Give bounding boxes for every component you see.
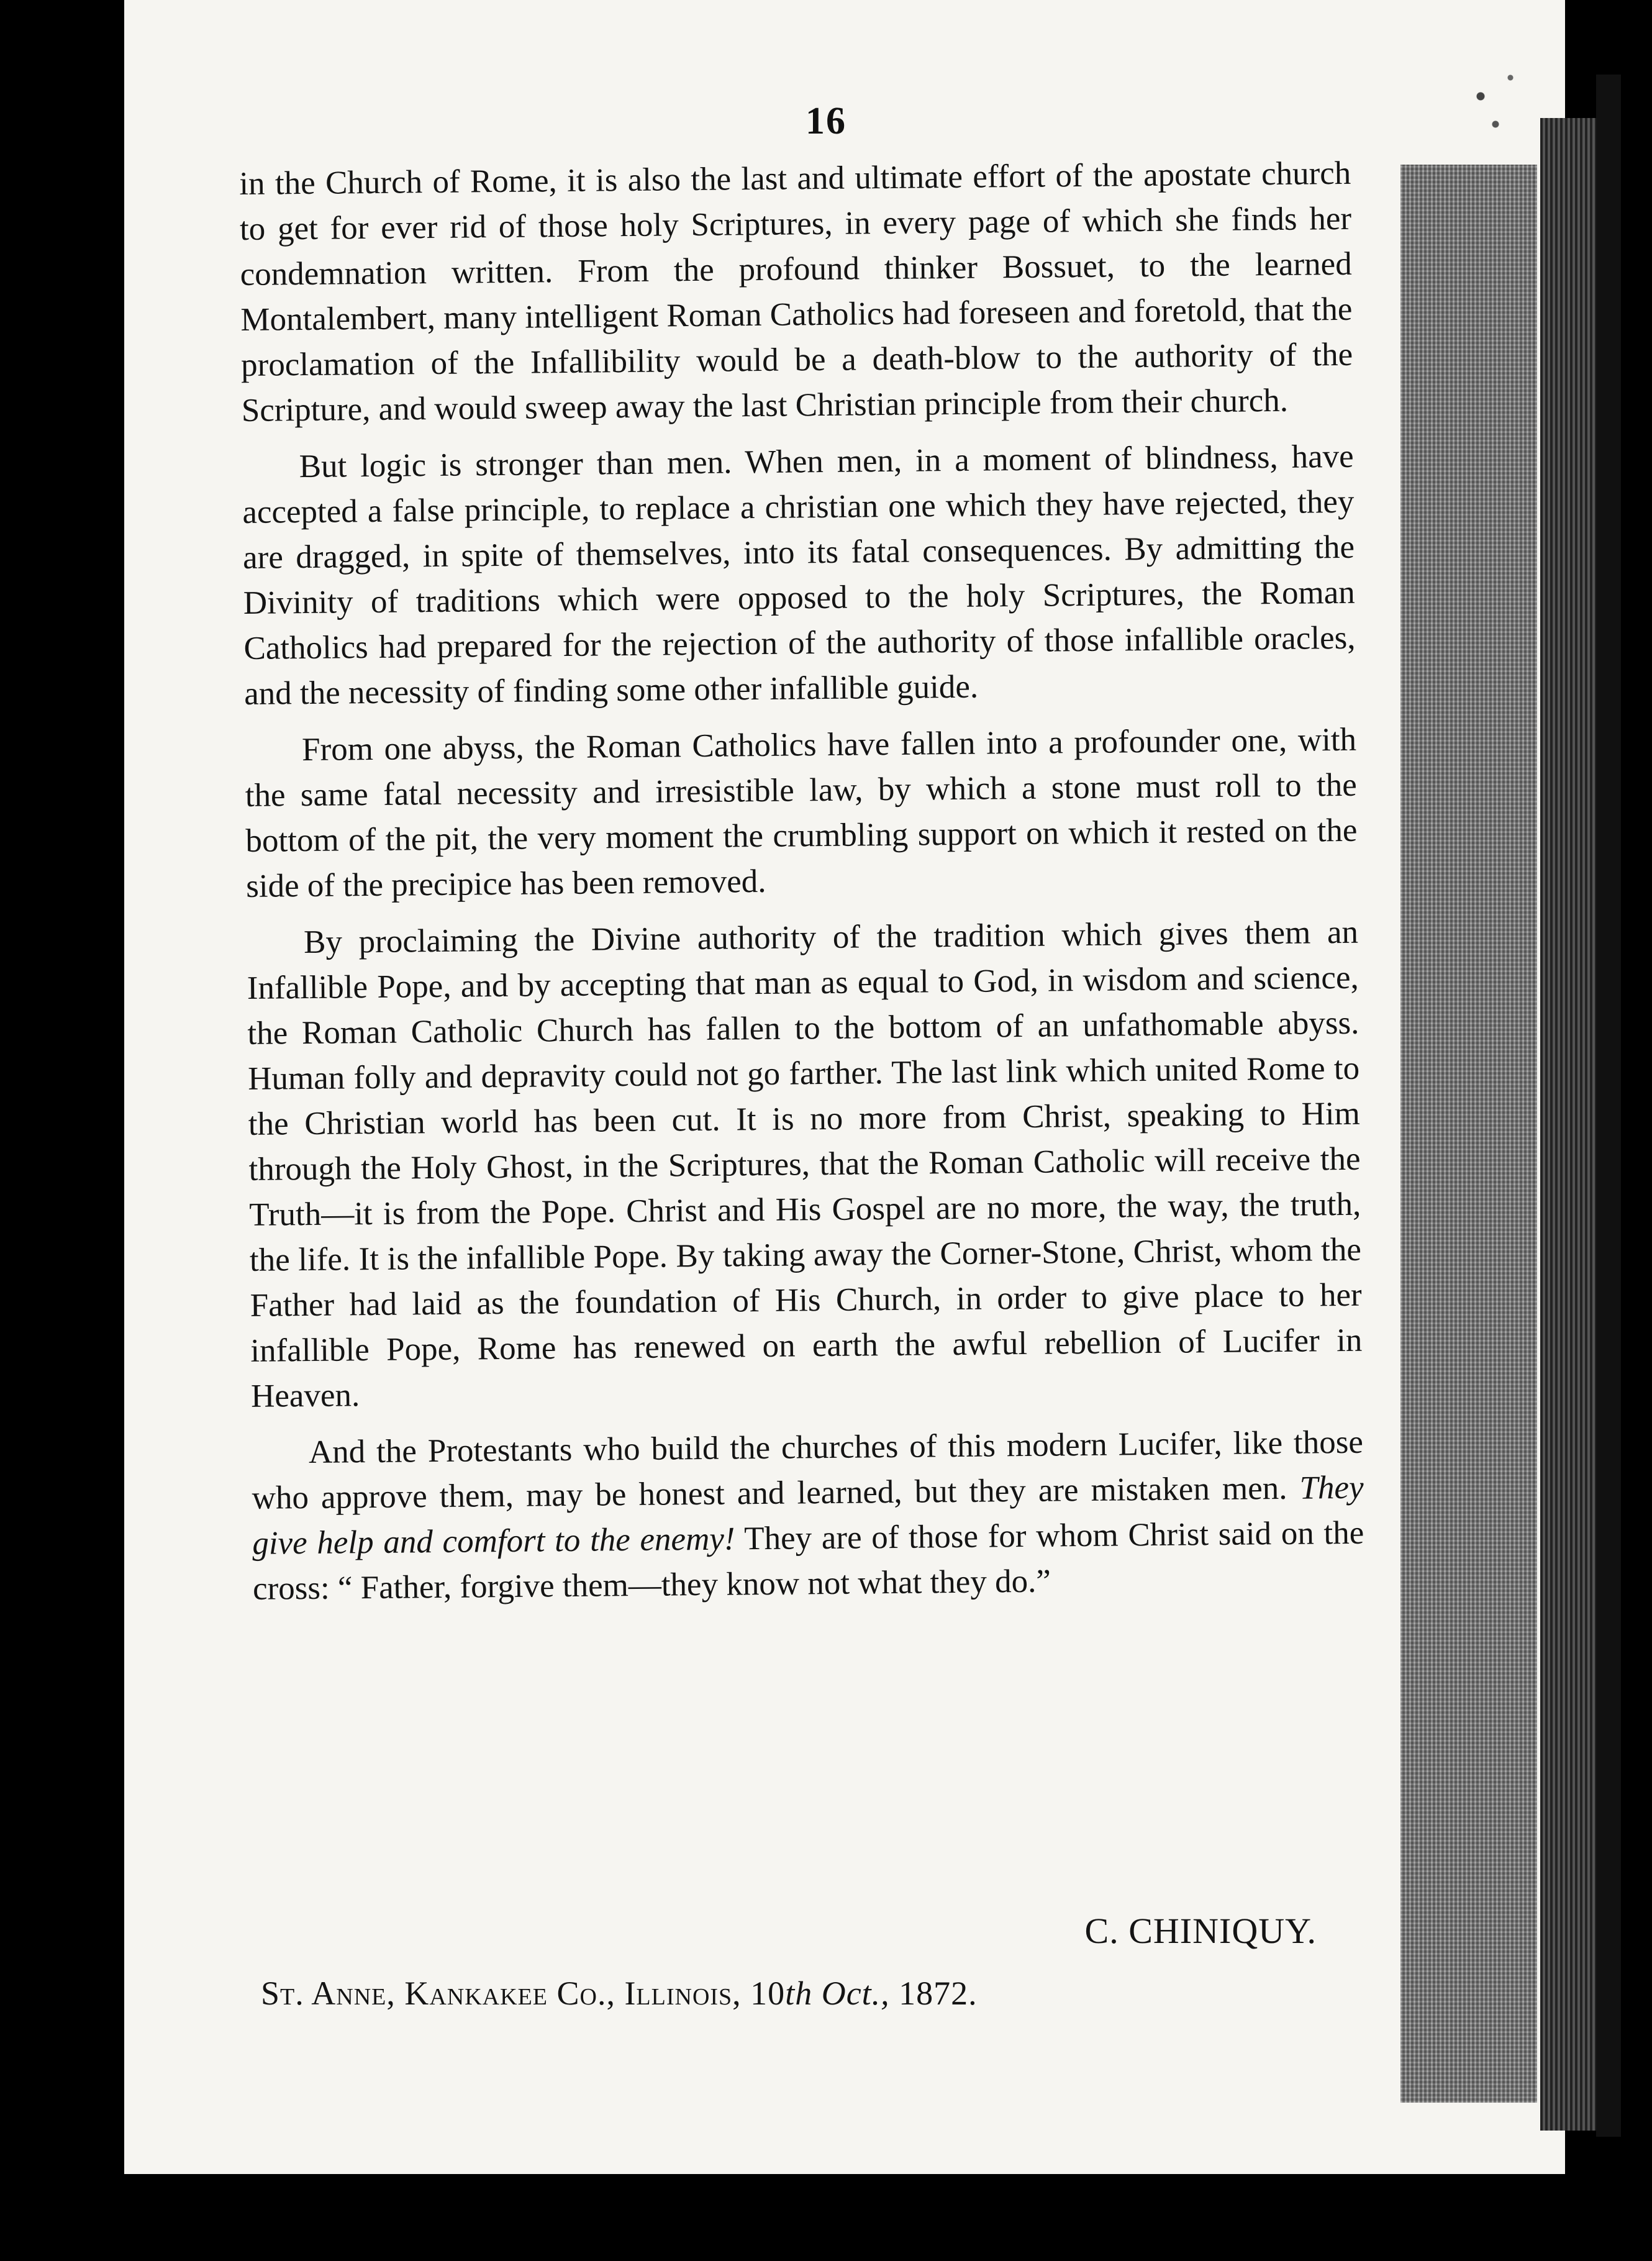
paragraph-5-italic: They give help and comfort to the enemy! [252,1469,1364,1562]
paragraph-4: By proclaiming the Divine authority of the tradition which gives them an Infallible Pope, and by accepting that man as equal to God, in wisdom and science, the Roman Catholic Church has fallen to the bottom of an unfathomable abyss. Human folly and depravity could not go farther. The last link which united Rome to the Christian world has been cut. It is no more from Christ, speaking to Him through the Holy Ghost, in the Scriptures, that the Roman Catholic will receive the Truth—it is from the Pope. Christ and His Gospel are no more, the way, the truth, the life. It is the infallible Pope. By taking away the Corner-Stone, Christ, whom the Father had laid as the foundation of His Church, in order to give place to her infallible Pope, Rome has renewed on earth the awful rebellion of Lucifer in Heaven. [247,914,1363,1414]
body-text [239,151,1365,1623]
binding-edge [1540,118,1596,2131]
dateline-place: St. Anne, Kankakee Co., Illinois, 10 [261,1975,786,2012]
dateline [261,1974,1255,2013]
spine-shadow [1596,75,1621,2137]
cloth-binding [1400,165,1537,2103]
paragraph-3: From one abyss, the Roman Catholics have fallen into a profounder one, with the same fatal necessity and irresistible law, by which a stone must roll to the bottom of the pit, the very moment the crumbling support on which it rested on the side of the precipice has been removed. [245,721,1358,904]
paragraph-5 [252,1420,1365,1612]
paragraph-1: in the Church of Rome, it is also the last and ultimate effort of the apostate church to get for ever rid of those holy Scriptures, in every page of which she finds her condemnation written. From the profound thinker Bossuet, to the learned Montalembert, many intelligent Roman Catholics had foreseen and foretold, that the proclamation of the Infallibility would be a death-blow to the authority of the Scripture, and would sweep away the last Christian principle from their church. [239,155,1353,429]
paragraph-5-start: And the Protestants who build the churches of this modern Lucifer, like those who approve them, may be honest and learned, but they are mistaken men. [252,1424,1364,1516]
author-signature: C. CHINIQUY. [1084,1911,1317,1951]
dateline-date: th Oct., [785,1975,890,2012]
dateline-year: 1872. [889,1975,978,2012]
paragraph-2: But logic is stronger than men. When men, in a moment of blindness, have accepted a false principle, to replace a christian one which they have rejected, they are dragged, in spite of themselves, into its fatal consequences. By admitting the Divinity of traditions which were opposed to the holy Scriptures, the Roman Catholics had prepared for the rejection of the authority of those infallible oracles, and the necessity of finding some other infallible guide. [242,438,1356,712]
page-number: 16 [806,100,846,142]
paragraph-5-end: They are of those for whom Christ said on the cross: “ Father, forgive them—they know not what they do.” [252,1514,1364,1607]
